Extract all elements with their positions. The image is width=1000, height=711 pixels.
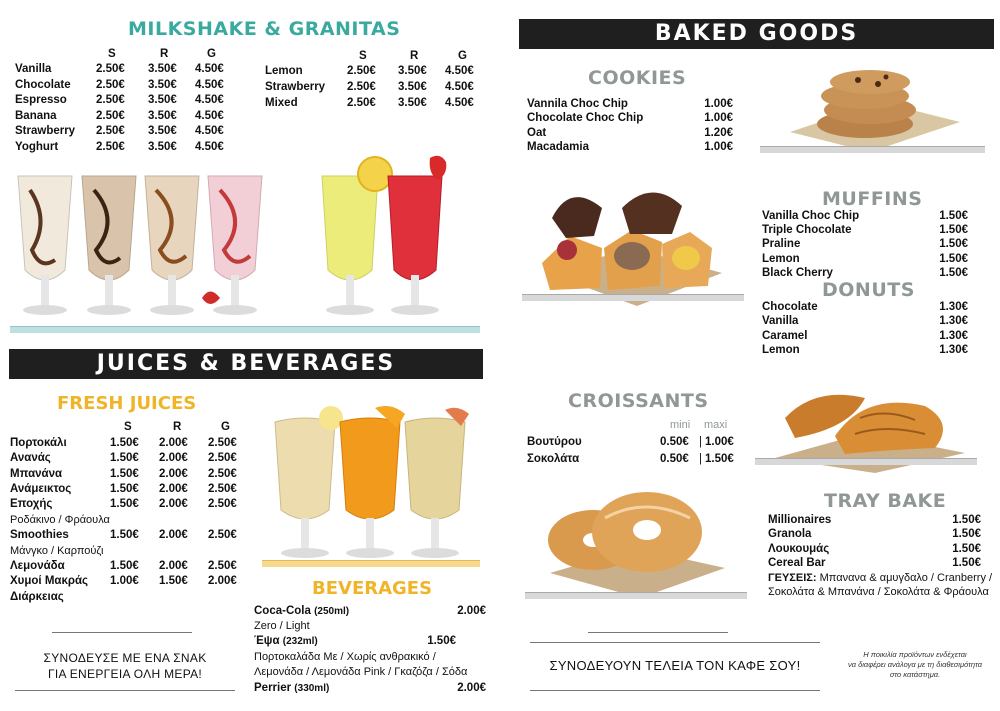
cookie-row (527, 97, 733, 112)
milkshake-left-price-r: 3.50€ (148, 109, 177, 122)
juices-size-r: R (173, 421, 182, 433)
snack-rule-bottom (15, 690, 235, 691)
perrier-name: Perrier (254, 682, 292, 694)
muffin-name: Praline (762, 238, 801, 251)
donut-name: Caramel (762, 329, 808, 342)
epsa-price: 1.50€ (427, 635, 456, 647)
croissants-shelf (755, 458, 977, 465)
cookies-title: COOKIES (588, 67, 687, 89)
fresh-juices-title: FRESH JUICES (57, 393, 197, 414)
donut-row (762, 314, 968, 329)
traybake-title: TRAY BAKE (824, 490, 947, 512)
milkshake-left-price-g: 4.50€ (195, 140, 224, 153)
juice-name: Ανάμεικτος (10, 483, 72, 495)
juice-price-g: 2.50€ (208, 483, 237, 495)
juice-price-g: 2.50€ (208, 498, 237, 510)
juice-price-r: 2.00€ (159, 560, 188, 572)
croissant-mini-price: 0.50€ (660, 452, 689, 465)
strawberry-shake-icon (202, 176, 262, 315)
milkshake-size-s: S (108, 48, 116, 60)
muffin-row (762, 252, 968, 267)
juice-price-r: 1.50€ (159, 575, 188, 587)
coffee-tagline: ΣΥΝΟΔΕΥΟΥΝ ΤΕΛΕΙΑ ΤΟΝ ΚΑΦΕ ΣΟΥ! (549, 658, 801, 673)
epsa-note-2: Λεμονάδα / Λεμονάδα Pink / Γκαζόζα / Σόδα (254, 666, 468, 678)
milkshake-left-name: Yoghurt (15, 140, 59, 153)
juice-price-r: 2.00€ (159, 437, 188, 449)
cookies-image (760, 62, 985, 154)
milkshake-glasses-image (10, 150, 480, 335)
juice-price-s: 1.50€ (110, 529, 139, 541)
traybake-name: Granola (768, 528, 812, 541)
croissant-row (527, 452, 734, 467)
juice-price-s: 1.50€ (110, 437, 139, 449)
cola-name: Coca-Cola (254, 605, 311, 617)
donut-name: Lemon (762, 343, 800, 356)
milkshake-left-row (15, 109, 224, 124)
milkshake-size-s2: S (359, 50, 367, 62)
juice-price-g: 2.50€ (208, 560, 237, 572)
milkshake-size-r2: R (410, 50, 419, 62)
cookie-price: 1.00€ (704, 98, 733, 110)
juice-row (10, 467, 237, 482)
cookie-name: Macadamia (527, 140, 590, 153)
muffins-image (522, 178, 747, 308)
milkshake-left-price-g: 4.50€ (195, 109, 224, 122)
traybake-price: 1.50€ (952, 556, 981, 569)
croissant-row (527, 435, 734, 450)
milkshake-size-r: R (160, 48, 169, 60)
muffin-name: Black Cherry (762, 266, 833, 279)
availability-note-1: Η ποικιλία προϊόντων ενδέχεται (863, 650, 967, 659)
banana-juice-icon (275, 406, 343, 558)
coffee-rule-top (588, 632, 728, 633)
coffee-rule-top-2 (530, 642, 820, 643)
milkshake-left-price-g: 4.50€ (195, 94, 224, 106)
milkshake-left-name: Vanilla (15, 63, 52, 75)
juice-price-s: 1.00€ (110, 575, 139, 587)
muffin-name: Triple Chocolate (762, 224, 852, 237)
juice-price-r: 2.00€ (159, 468, 188, 480)
croissant-mini-header: mini (670, 419, 691, 431)
juice-name: Μπανάνα (10, 468, 63, 480)
traybake-flavours-2: Σοκολάτα & Μπανάνα / Σοκολάτα & Φράουλα (768, 586, 989, 598)
juice-name: Πορτοκάλι (10, 437, 67, 449)
epsa-name: Έψα (254, 635, 280, 647)
traybake-row (768, 513, 981, 528)
juice-price-s: 1.50€ (110, 498, 139, 510)
muffin-price: 1.50€ (939, 266, 968, 279)
juice-price-r: 2.00€ (159, 452, 188, 464)
espresso-shake-icon (145, 176, 199, 315)
muffins-title: MUFFINS (822, 188, 923, 210)
coffee-rule-bottom (530, 690, 820, 691)
juices-size-s: S (124, 421, 132, 433)
juice-row (10, 497, 237, 512)
milkshake-left-row (15, 124, 224, 139)
croissant-maxi-header: maxi (704, 419, 728, 431)
juice-row (10, 482, 237, 497)
beverages-title: BEVERAGES (312, 578, 433, 599)
traybake-price: 1.50€ (952, 542, 981, 555)
availability-note-3: στο κατάστημα. (889, 670, 941, 679)
juice-name: Ανανάς (10, 452, 51, 464)
milkshake-left-price-r: 3.50€ (148, 140, 177, 153)
traybake-name: Millionaires (768, 514, 832, 526)
donut-price: 1.30€ (939, 301, 968, 313)
juice-season-note: Ροδάκινο / Φράουλα (10, 514, 110, 526)
milkshake-left-row (15, 93, 224, 108)
juice-price-r: 2.00€ (159, 498, 188, 510)
cookie-name: Vannila Choc Chip (527, 98, 628, 110)
muffin-price: 1.50€ (939, 238, 968, 251)
milkshake-left-price-r: 3.50€ (148, 63, 177, 75)
milkshake-title: MILKSHAKE & GRANITAS (128, 18, 401, 40)
milkshake-right-name: Lemon (265, 65, 303, 77)
milkshake-left-price-r: 3.50€ (148, 94, 177, 106)
milkshake-left-name: Chocolate (15, 78, 71, 91)
milkshake-left-name: Banana (15, 109, 57, 122)
juice-price-r: 2.00€ (159, 483, 188, 495)
juice-price-g: 2.50€ (208, 437, 237, 449)
chocolate-shake-icon (82, 176, 136, 315)
muffin-price: 1.50€ (939, 224, 968, 237)
milkshake-right-price-g: 4.50€ (445, 97, 474, 109)
juice-name: Smoothies (10, 529, 69, 541)
milkshake-left-name: Strawberry (15, 125, 76, 137)
milkshake-right-price-g: 4.50€ (445, 81, 474, 93)
perrier-size: (330ml) (294, 683, 330, 694)
perrier-row (254, 681, 486, 696)
epsa-note-1: Πορτοκαλάδα Με / Χωρίς ανθρακικό / (254, 651, 436, 663)
traybake-row (768, 527, 981, 542)
muffin-price: 1.50€ (939, 252, 968, 265)
milkshake-left-price-s: 2.50€ (96, 125, 125, 137)
juice-price-g: 2.00€ (208, 575, 237, 587)
juice-name: Εποχής (10, 498, 53, 510)
traybake-flavours-1 (768, 571, 992, 586)
milkshake-left-price-g: 4.50€ (195, 78, 224, 91)
milkshake-right-name: Strawberry (265, 81, 326, 93)
juice-row (10, 559, 237, 574)
juice-smoothie-note: Μάνγκο / Καρπούζι (10, 545, 104, 557)
milkshake-left-price-g: 4.50€ (195, 125, 224, 137)
peach-juice-icon (405, 408, 469, 558)
snack-tagline-line2: ΓΙΑ ΕΝΕΡΓΕΙΑ ΟΛΗ ΜΕΡΑ! (47, 667, 203, 681)
cola-size: (250ml) (314, 606, 350, 617)
cookie-price: 1.00€ (704, 140, 733, 153)
cookie-price: 1.20€ (704, 126, 733, 139)
croissant-divider: | (699, 436, 702, 448)
donut-row (762, 329, 968, 344)
milkshake-left-price-s: 2.50€ (96, 140, 125, 153)
donut-row (762, 343, 968, 358)
traybake-row (768, 556, 981, 571)
donut-price: 1.30€ (939, 315, 968, 328)
cola-price: 2.00€ (457, 605, 486, 617)
milkshake-right-row (265, 64, 474, 79)
cookie-name: Oat (527, 126, 547, 139)
milkshake-right-name: Mixed (265, 97, 298, 109)
muffin-name: Lemon (762, 252, 800, 265)
croissant-mini-price: 0.50€ (660, 436, 689, 448)
juice-price-g: 2.50€ (208, 468, 237, 480)
muffin-name: Vanilla Choc Chip (762, 210, 860, 222)
juice-price-g: 2.50€ (208, 452, 237, 464)
cookies-shelf (760, 146, 985, 153)
croissant-maxi-price: 1.50€ (705, 452, 734, 465)
milkshake-left-price-s: 2.50€ (96, 94, 125, 106)
juice-price-s: 1.50€ (110, 560, 139, 572)
juice-price-r: 2.00€ (159, 529, 188, 541)
strawberry-granita-icon (388, 156, 446, 315)
donut-row (762, 300, 968, 315)
traybake-name: Cereal Bar (768, 556, 826, 569)
juice-row (10, 436, 237, 451)
perrier-price: 2.00€ (457, 682, 486, 694)
milkshake-left-price-r: 3.50€ (148, 125, 177, 137)
epsa-size: (232ml) (282, 636, 318, 647)
cookie-price: 1.00€ (704, 112, 733, 125)
milkshake-shelf (10, 326, 480, 333)
juice-price-s: 1.50€ (110, 468, 139, 480)
donuts-shelf (525, 592, 747, 599)
muffin-price: 1.50€ (939, 210, 968, 222)
milkshake-left-price-g: 4.50€ (195, 63, 224, 75)
donuts-title: DONUTS (822, 279, 915, 301)
cola-note: Zero / Light (254, 620, 310, 632)
traybake-name: Λουκουμάς (768, 542, 830, 555)
availability-note-2: να διαφέρει ανάλογα με τη διαθεσιμότητα (847, 660, 983, 669)
milkshake-size-g: G (207, 48, 216, 60)
traybake-price: 1.50€ (952, 514, 981, 526)
croissants-title: CROISSANTS (568, 390, 709, 412)
traybake-price: 1.50€ (952, 528, 981, 541)
milkshake-left-row (15, 78, 224, 93)
juice-price-g: 2.50€ (208, 529, 237, 541)
milkshake-left-row (15, 62, 224, 77)
cola-row (254, 604, 486, 619)
juices-beverages-bar: JUICES & BEVERAGES (9, 349, 483, 379)
milkshake-right-price-r: 3.50€ (398, 97, 427, 109)
milkshake-right-price-s: 2.50€ (347, 65, 376, 77)
milkshake-left-price-s: 2.50€ (96, 63, 125, 75)
milkshake-right-price-r: 3.50€ (398, 65, 427, 77)
epsa-row (254, 634, 486, 649)
milkshake-right-price-s: 2.50€ (347, 81, 376, 93)
juice-name: Λεμονάδα (10, 560, 65, 572)
milkshake-right-row (265, 96, 474, 111)
milkshake-left-price-s: 2.50€ (96, 109, 125, 122)
milkshake-left-name: Espresso (15, 94, 67, 106)
milkshake-right-row (265, 80, 474, 95)
juice-glasses-image (265, 400, 480, 568)
milkshake-right-price-s: 2.50€ (347, 97, 376, 109)
snack-tagline-line1: ΣΥΝΟΔΕΥΣΕ ΜΕ ΕΝΑ ΣΝΑΚ (43, 651, 207, 665)
milkshake-right-price-r: 3.50€ (398, 81, 427, 93)
donuts-image (525, 478, 750, 600)
muffins-shelf (522, 294, 744, 301)
juice-price-s: 1.50€ (110, 483, 139, 495)
juice-shelf (262, 560, 480, 567)
juice-name: Χυμοί Μακράς (10, 575, 89, 587)
orange-juice-icon (340, 406, 405, 558)
donut-price: 1.30€ (939, 343, 968, 356)
traybake-row (768, 542, 981, 557)
juice-row (10, 451, 237, 466)
cookie-row (527, 140, 733, 155)
croissant-name: Σοκολάτα (527, 452, 580, 465)
cookie-row (527, 126, 733, 141)
lemon-granita-icon (322, 157, 392, 315)
juice-long-note: Διάρκειας (10, 591, 64, 603)
croissant-name: Βουτύρου (527, 436, 582, 448)
cookie-name: Chocolate Choc Chip (527, 112, 644, 125)
juice-row (10, 528, 237, 543)
milkshake-right-price-g: 4.50€ (445, 65, 474, 77)
vanilla-shake-icon (18, 176, 72, 315)
muffin-row (762, 237, 968, 252)
juice-row (10, 574, 237, 589)
snack-rule-top (52, 632, 192, 633)
croissant-divider: | (699, 452, 702, 465)
juices-size-g: G (221, 421, 230, 433)
juice-price-s: 1.50€ (110, 452, 139, 464)
baked-goods-bar: BAKED GOODS (519, 19, 994, 49)
donut-name: Vanilla (762, 315, 799, 328)
donut-name: Chocolate (762, 301, 818, 313)
milkshake-left-price-r: 3.50€ (148, 78, 177, 91)
donut-price: 1.30€ (939, 329, 968, 342)
cookie-row (527, 111, 733, 126)
muffin-row (762, 223, 968, 238)
milkshake-size-g2: G (458, 50, 467, 62)
traybake-flavours-text-1: Μπανανα & αμυγδαλο / Cranberry / (819, 572, 993, 584)
croissant-maxi-price: 1.00€ (705, 436, 734, 448)
muffin-row (762, 209, 968, 224)
traybake-flavours-label: ΓΕΥΣΕΙΣ: (768, 572, 817, 584)
milkshake-left-price-s: 2.50€ (96, 78, 125, 91)
